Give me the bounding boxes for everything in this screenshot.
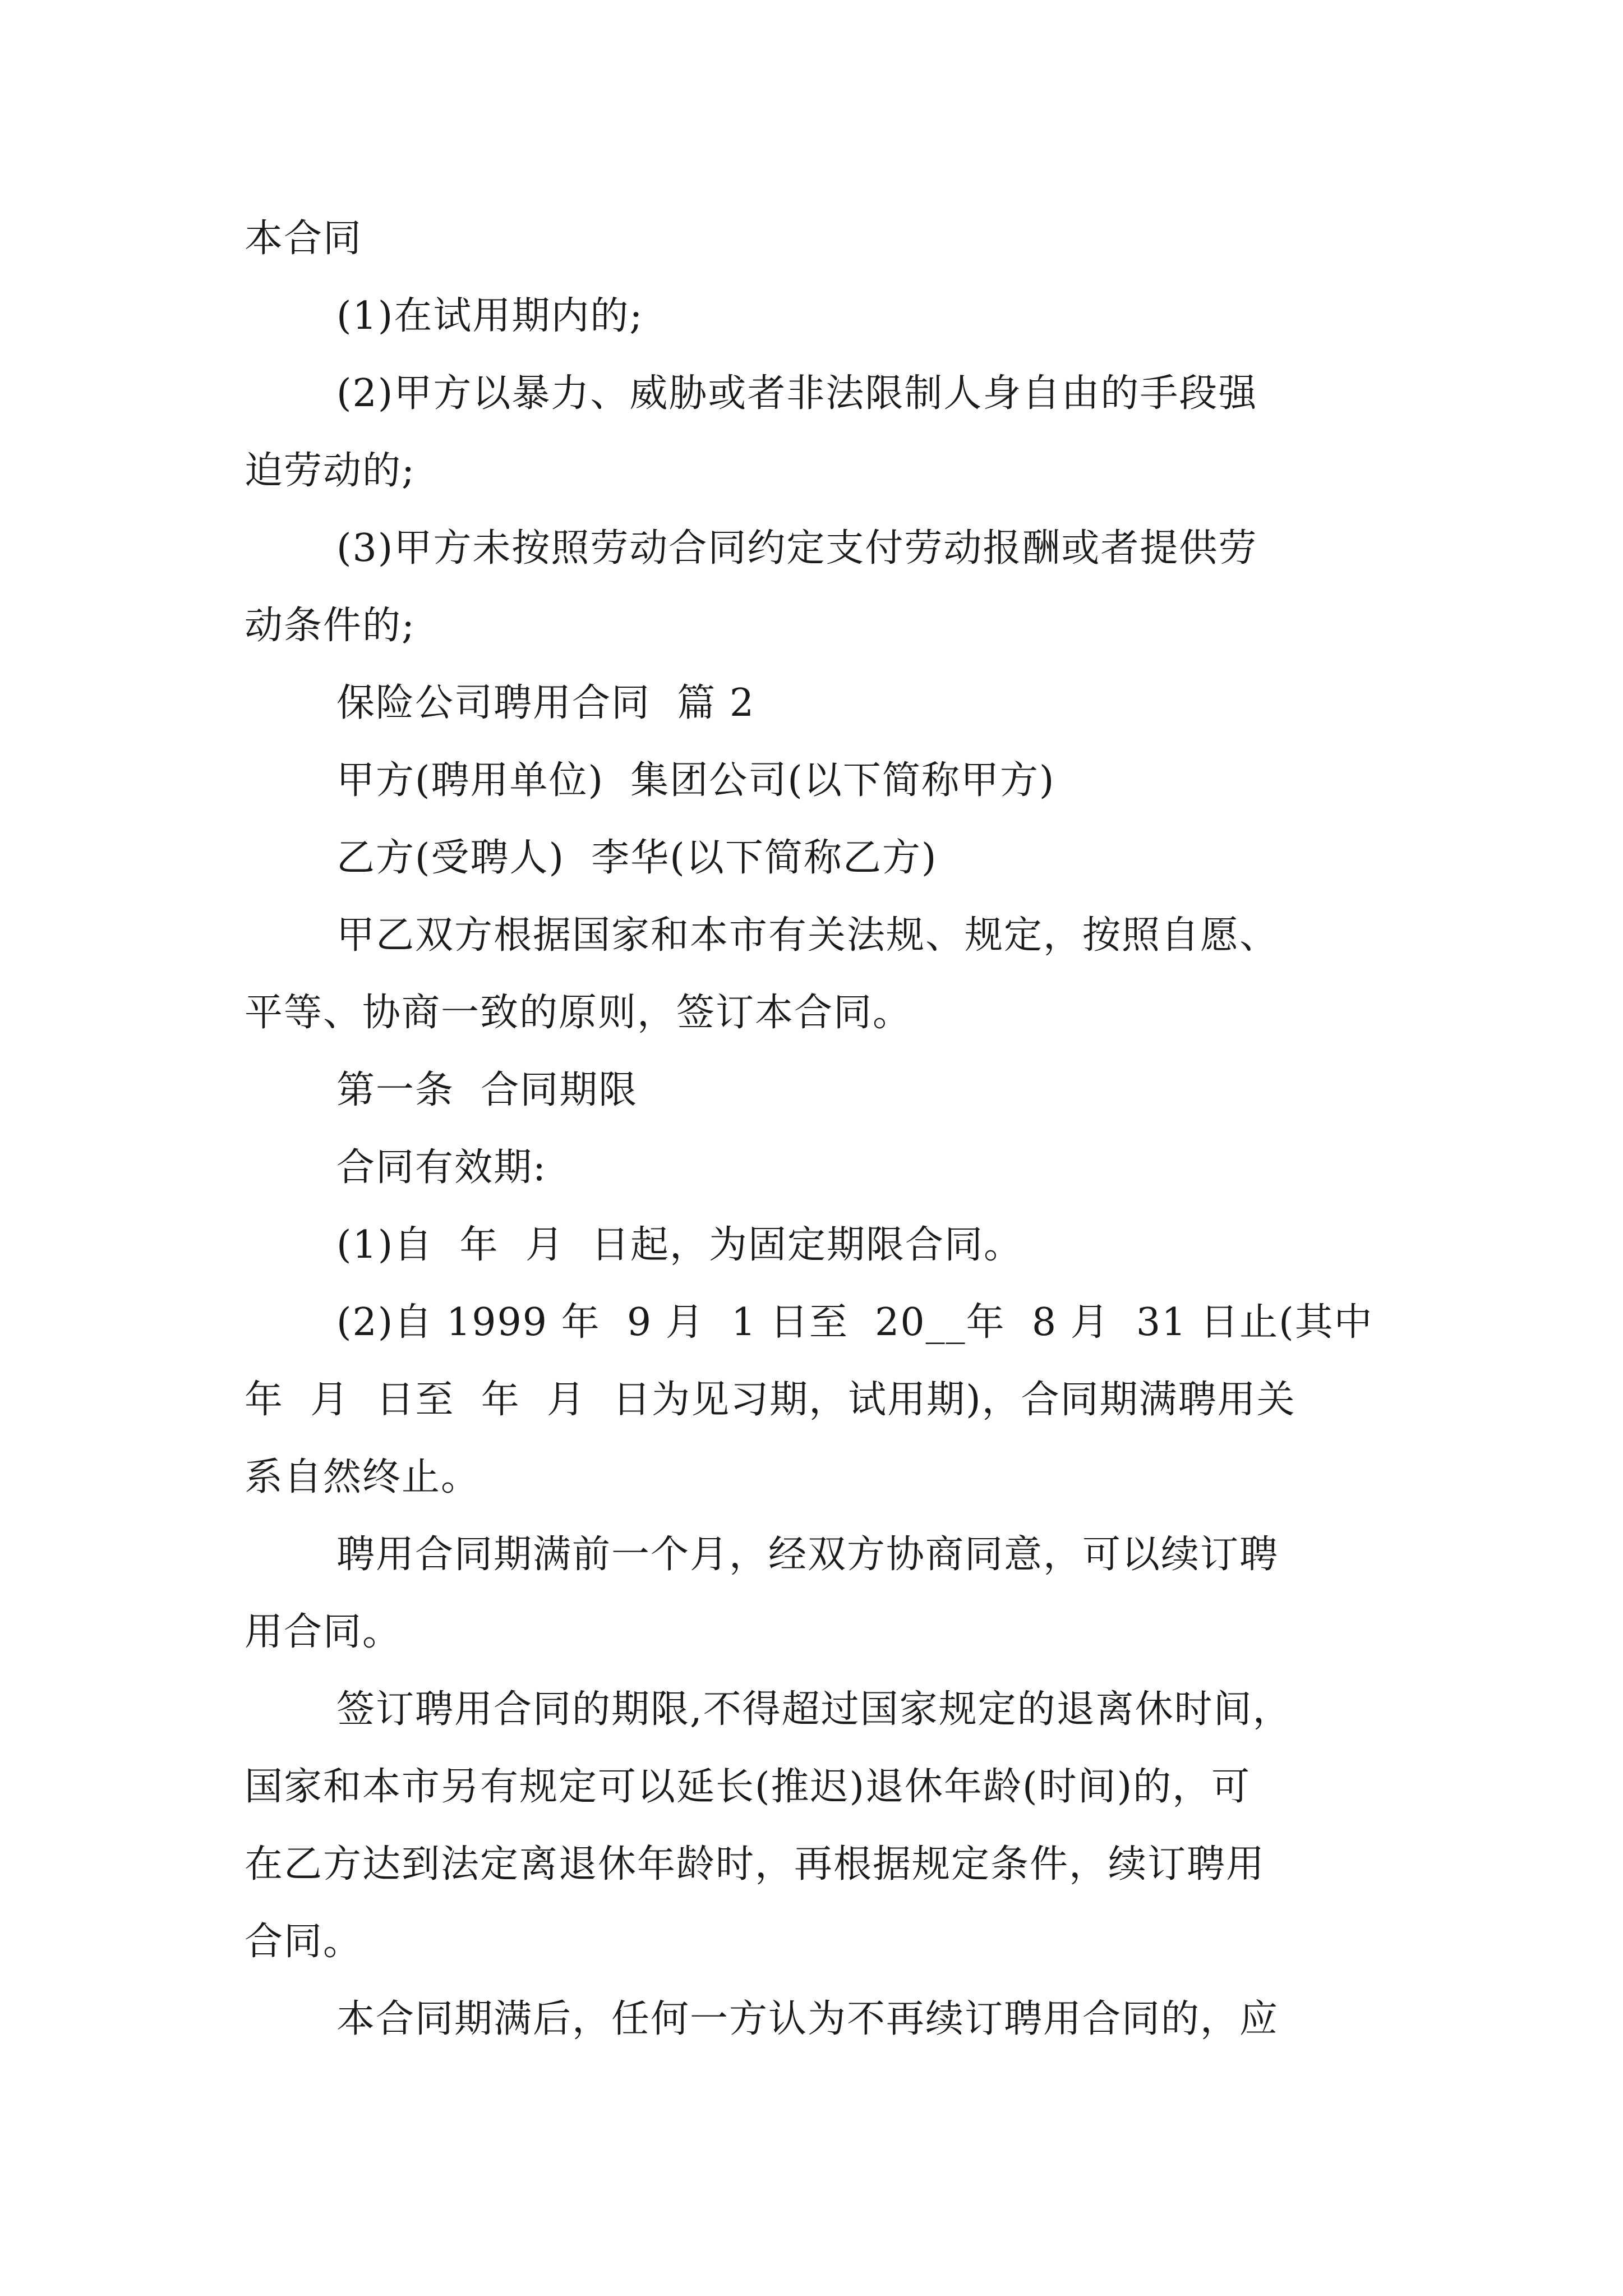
text-line: 聘用合同期满前一个月，经双方协商同意，可以续订聘	[336, 1533, 1279, 1577]
text-line: 本合同期满后，任何一方认为不再续订聘用合同的，应	[336, 1997, 1279, 2041]
text-line: 用合同。	[245, 1610, 402, 1654]
text-line: 动条件的;	[245, 604, 416, 648]
text-line: 年 月 日至 年 月 日为见习期，试用期)，合同期满聘用关	[245, 1378, 1296, 1422]
text-line: 合同。	[245, 1920, 363, 1964]
text-line: 迫劳动的;	[245, 449, 416, 493]
text-line: 平等、协商一致的原则，签订本合同。	[245, 991, 912, 1035]
text-line: 签订聘用合同的期限,不得超过国家规定的退离休时间，	[336, 1687, 1292, 1732]
text-line: 在乙方达到法定离退休年龄时，再根据规定条件，续订聘用	[245, 1842, 1266, 1887]
text-line: 合同有效期:	[336, 1145, 547, 1190]
text-line: (3)甲方未按照劳动合同约定支付劳动报酬或者提供劳	[336, 526, 1258, 570]
text-line: (2)甲方以暴力、威胁或者非法限制人身自由的手段强	[336, 371, 1258, 416]
text-line: 甲方(聘用单位) 集团公司(以下简称甲方)	[336, 758, 1055, 803]
section-title: 保险公司聘用合同 篇 2	[336, 681, 755, 725]
article-heading: 第一条 合同期限	[336, 1068, 638, 1112]
text-line: 本合同	[245, 217, 363, 261]
text-line: (2)自 1999 年 9 月 1 日至 20__年 8 月 31 日止(其中	[336, 1300, 1373, 1345]
text-line: 系自然终止。	[245, 1455, 481, 1499]
text-line: (1)在试用期内的;	[336, 294, 644, 338]
text-line: (1)自 年 月 日起，为固定期限合同。	[336, 1223, 1023, 1267]
text-line: 乙方(受聘人) 李华(以下简称乙方)	[336, 836, 938, 880]
text-line: 国家和本市另有规定可以延长(推迟)退休年龄(时间)的，可	[245, 1765, 1251, 1809]
text-line: 甲乙双方根据国家和本市有关法规、规定，按照自愿、	[336, 913, 1279, 958]
